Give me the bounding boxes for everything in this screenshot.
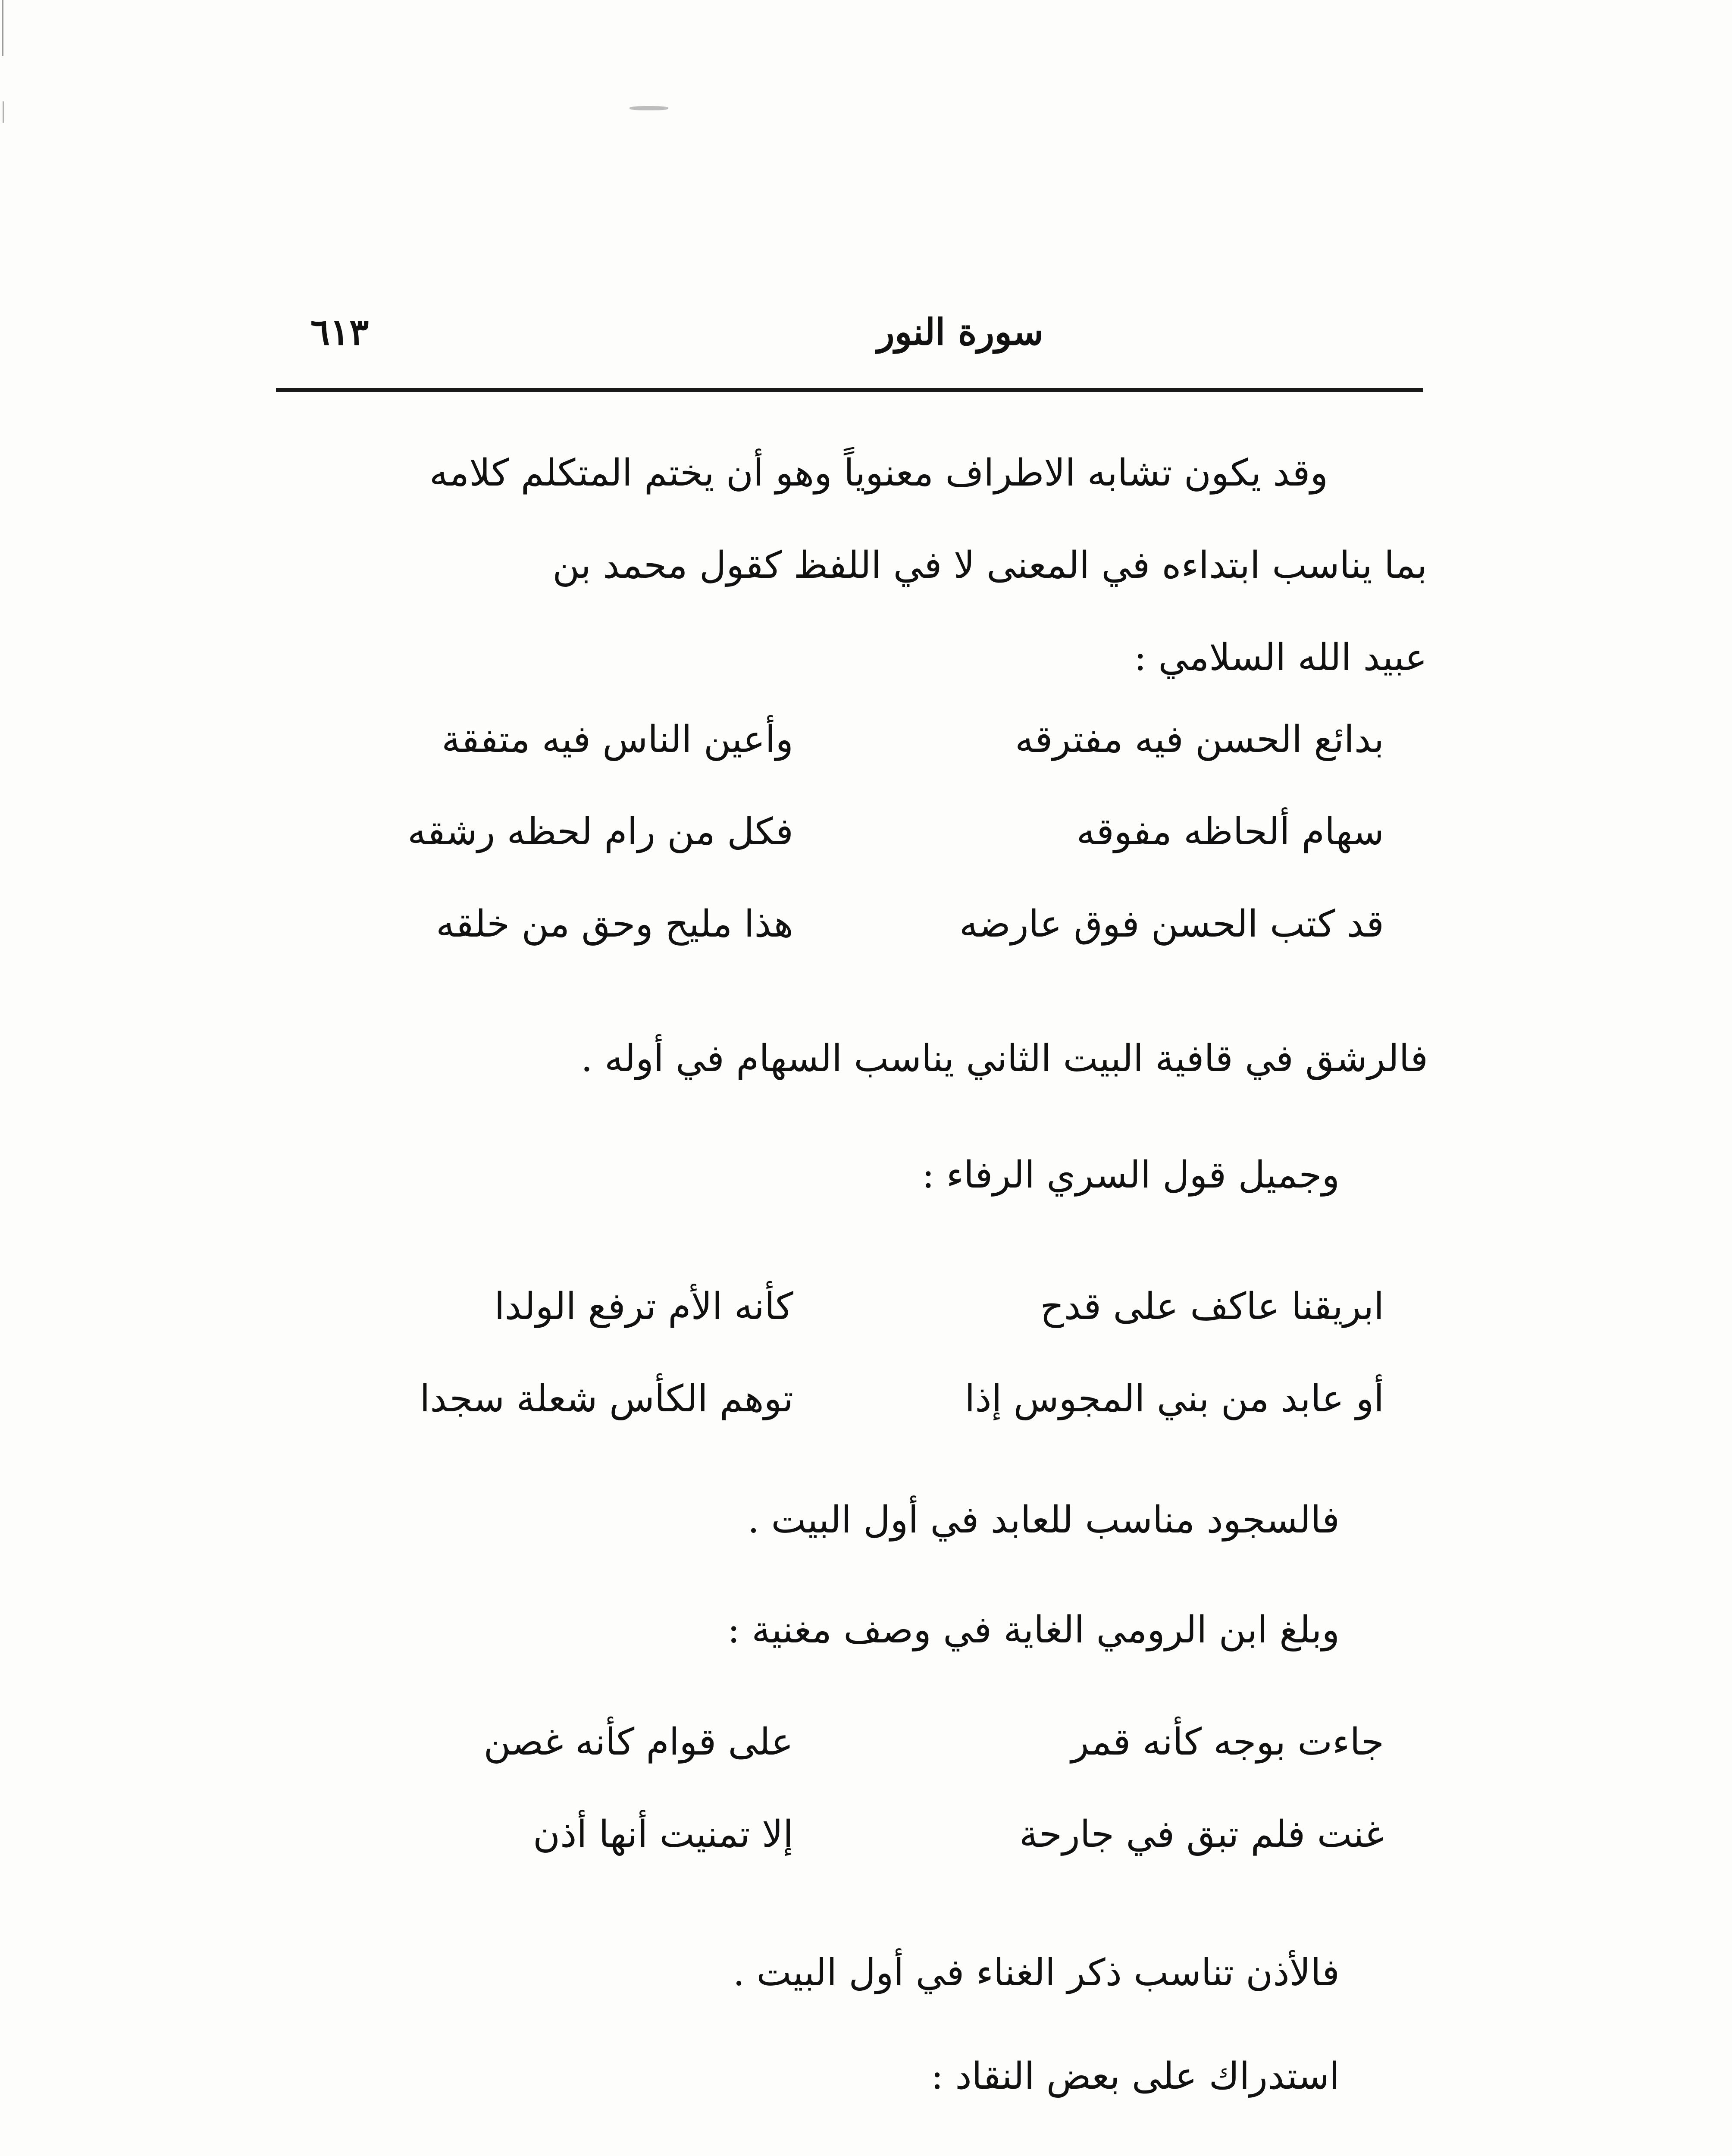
verse-second-hemistich: على قوام كأنه غصن [483, 1720, 793, 1764]
paragraph-line: عبيد الله السلامي : [1134, 636, 1427, 679]
verse-first-hemistich: قد كتب الحسن فوق عارضه [959, 903, 1384, 946]
page-number: ٦١٣ [310, 310, 369, 353]
verse-first-hemistich: أو عابد من بني المجوس إذا [965, 1377, 1384, 1420]
page-edge-mark [2, 0, 3, 56]
poem-introduction: وبلغ ابن الرومي الغاية في وصف مغنية : [727, 1608, 1340, 1651]
verse-line [319, 810, 1384, 903]
verse-second-hemistich: وأعين الناس فيه متفقة [442, 718, 793, 761]
verse-second-hemistich: كأنه الأم ترفع الولدا [494, 1285, 793, 1328]
verse-line [319, 903, 1384, 995]
verse-line [319, 1285, 1384, 1377]
verse-line [319, 1720, 1384, 1813]
poem-ibn-rumi [319, 1720, 1384, 1905]
commentary-line: فالسجود مناسب للعابد في أول البيت . [747, 1498, 1340, 1542]
verse-first-hemistich: ابريقنا عاكف على قدح [1040, 1285, 1384, 1328]
commentary-line: فالأذن تناسب ذكر الغناء في أول البيت . [733, 1951, 1340, 1994]
poem-introduction: وجميل قول السري الرفاء : [922, 1153, 1340, 1197]
verse-line [319, 718, 1384, 810]
chapter-title: سورة النور [877, 310, 1043, 353]
verse-line [319, 1377, 1384, 1470]
section-heading: استدراك على بعض النقاد : [931, 2055, 1340, 2098]
header-divider [276, 388, 1423, 392]
poem-sari-raffa [319, 1285, 1384, 1470]
verse-line [319, 1813, 1384, 1905]
running-header [276, 310, 1423, 358]
verse-second-hemistich: فكل من رام لحظه رشقه [407, 810, 793, 853]
paragraph-line: بما يناسب ابتداءه في المعنى لا في اللفظ كقول محمد بن [552, 544, 1427, 587]
verse-second-hemistich: هذا مليح وحق من خلقه [436, 903, 793, 946]
verse-first-hemistich: سهام ألحاظه مفوقه [1076, 810, 1384, 853]
page-edge-mark [3, 101, 4, 123]
verse-second-hemistich: توهم الكأس شعلة سجدا [420, 1377, 793, 1420]
verse-first-hemistich: بدائع الحسن فيه مفترقه [1015, 718, 1384, 761]
paragraph-intro [274, 427, 1427, 704]
print-smudge [630, 106, 668, 110]
poem-salami [319, 718, 1384, 995]
commentary-line: فالرشق في قافية البيت الثاني يناسب السهام في أوله . [581, 1037, 1428, 1080]
paragraph-line: وقد يكون تشابه الاطراف معنوياً وهو أن يختم المتكلم كلامه [429, 451, 1328, 495]
verse-first-hemistich: جاءت بوجه كأنه قمر [1071, 1720, 1384, 1764]
verse-first-hemistich: غنت فلم تبق في جارحة [1019, 1813, 1384, 1856]
verse-second-hemistich: إلا تمنيت أنها أذن [533, 1813, 793, 1856]
